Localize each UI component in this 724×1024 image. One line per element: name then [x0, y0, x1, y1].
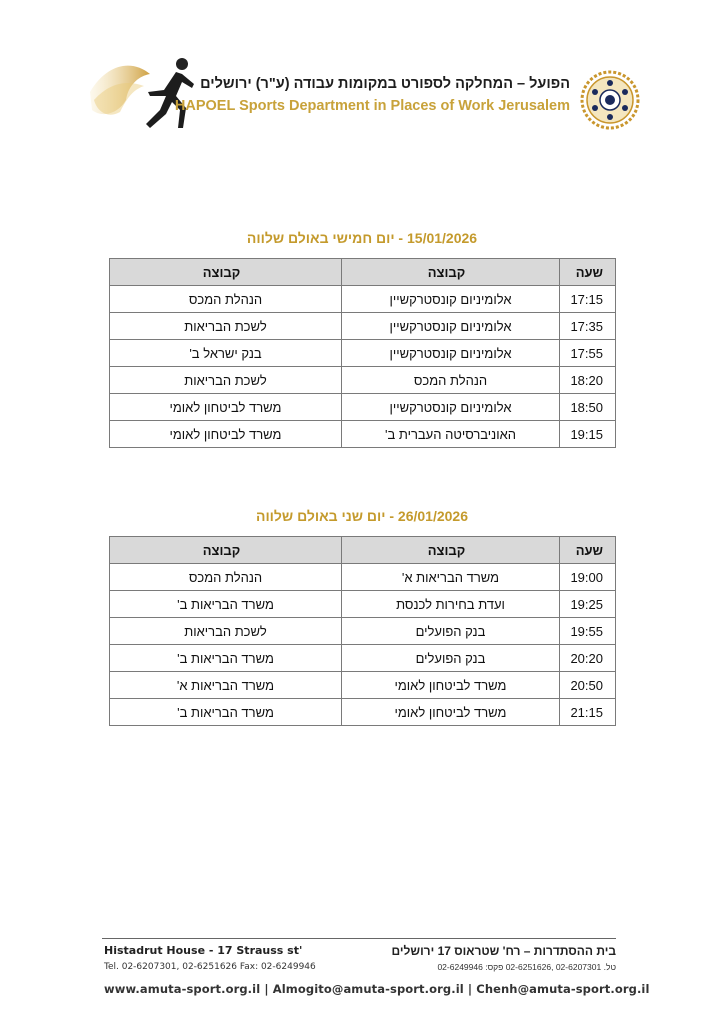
- footer-contact-links: www.amuta-sport.org.il | Almogito@amuta-sport.org.il | Chenh@amuta-sport.org.il: [104, 982, 650, 996]
- team-b: לשכת הבריאות: [110, 618, 342, 645]
- header-team-b: קבוצה: [110, 259, 342, 286]
- team-a: בנק הפועלים: [342, 618, 560, 645]
- schedule-table: [109, 258, 616, 448]
- match-time: 20:20: [560, 645, 616, 672]
- runner-logo-icon: [88, 52, 198, 132]
- team-a: האוניברסיטה העברית ב': [342, 421, 560, 448]
- letterhead-title-hebrew: הפועל – המחלקה לספורט במקומות עבודה (ע"ר) ירושלים: [200, 76, 570, 92]
- letterhead: [80, 52, 640, 132]
- match-time: 18:20: [560, 367, 616, 394]
- team-b: משרד הבריאות ב': [110, 645, 342, 672]
- table-row: [110, 286, 616, 313]
- table-row: [110, 564, 616, 591]
- table-header-row: [110, 259, 616, 286]
- header-team-b: קבוצה: [110, 537, 342, 564]
- match-time: 19:55: [560, 618, 616, 645]
- schedule-title: 26/01/2026 - יום שני באולם שלווה: [256, 508, 468, 524]
- team-b: משרד לביטחון לאומי: [110, 421, 342, 448]
- match-time: 20:50: [560, 672, 616, 699]
- header-time: שעה: [560, 537, 616, 564]
- team-b: לשכת הבריאות: [110, 367, 342, 394]
- footer-divider: [102, 938, 616, 939]
- table-row: [110, 699, 616, 726]
- team-a: אלומיניום קונסטרקשיין: [342, 394, 560, 421]
- table-row: [110, 591, 616, 618]
- team-a: משרד לביטחון לאומי: [342, 699, 560, 726]
- team-a: משרד הבריאות א': [342, 564, 560, 591]
- match-time: 19:25: [560, 591, 616, 618]
- table-row: [110, 618, 616, 645]
- match-time: 19:15: [560, 421, 616, 448]
- match-time: 17:35: [560, 313, 616, 340]
- team-a: אלומיניום קונסטרקשיין: [342, 340, 560, 367]
- team-b: הנהלת המכס: [110, 564, 342, 591]
- match-time: 21:15: [560, 699, 616, 726]
- team-a: הנהלת המכס: [342, 367, 560, 394]
- table-row: [110, 645, 616, 672]
- team-b: בנק ישראל ב': [110, 340, 342, 367]
- team-b: הנהלת המכס: [110, 286, 342, 313]
- team-b: משרד לביטחון לאומי: [110, 394, 342, 421]
- team-a: אלומיניום קונסטרקשיין: [342, 286, 560, 313]
- table-row: [110, 367, 616, 394]
- table-row: [110, 394, 616, 421]
- letterhead-title-english: HAPOEL Sports Department in Places of Work Jerusalem: [174, 98, 570, 114]
- team-a: משרד לביטחון לאומי: [342, 672, 560, 699]
- team-a: אלומיניום קונסטרקשיין: [342, 313, 560, 340]
- header-team-a: קבוצה: [342, 537, 560, 564]
- team-b: משרד הבריאות ב': [110, 591, 342, 618]
- team-a: ועדת בחירות לכנסת: [342, 591, 560, 618]
- footer-phone-hebrew: טל. 02-6207301 ,02-6251626 פקס: 02-6249946: [437, 962, 616, 972]
- team-b: משרד הבריאות ב': [110, 699, 342, 726]
- team-b: לשכת הבריאות: [110, 313, 342, 340]
- header-time: שעה: [560, 259, 616, 286]
- hapoel-seal-icon: [580, 70, 640, 130]
- table-header-row: [110, 537, 616, 564]
- footer-address-english: Histadrut House - 17 Strauss st': [104, 944, 303, 957]
- team-a: בנק הפועלים: [342, 645, 560, 672]
- match-time: 17:15: [560, 286, 616, 313]
- match-time: 17:55: [560, 340, 616, 367]
- table-row: [110, 672, 616, 699]
- table-row: [110, 313, 616, 340]
- schedule-table: [109, 536, 616, 726]
- table-row: [110, 421, 616, 448]
- footer-phone-english: Tel. 02-6207301, 02-6251626 Fax: 02-6249946: [104, 962, 316, 972]
- match-time: 18:50: [560, 394, 616, 421]
- schedule-section: [109, 230, 615, 448]
- schedule-title: 15/01/2026 - יום חמישי באולם שלווה: [246, 230, 478, 246]
- match-time: 19:00: [560, 564, 616, 591]
- table-row: [110, 340, 616, 367]
- team-b: משרד הבריאות א': [110, 672, 342, 699]
- header-team-a: קבוצה: [342, 259, 560, 286]
- schedule-section: [109, 508, 615, 726]
- footer-address-hebrew: בית ההסתדרות – רח' שטראוס 17 ירושלים: [391, 944, 616, 958]
